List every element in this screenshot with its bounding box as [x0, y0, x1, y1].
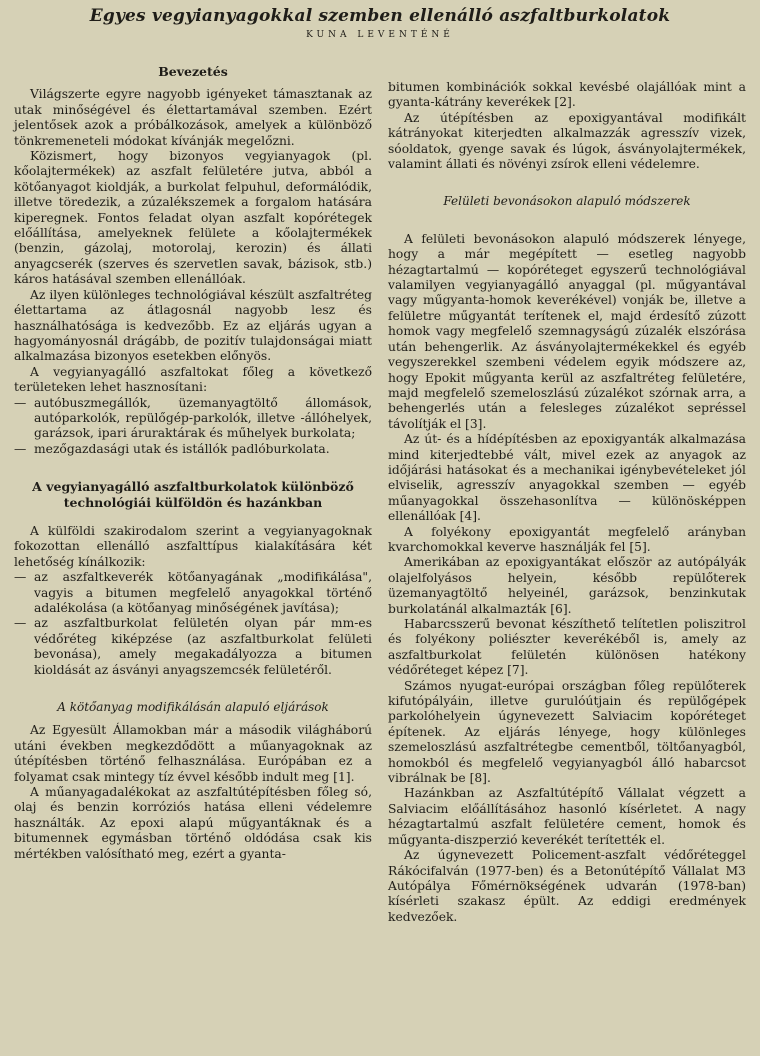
paragraph: Habarcsszerű bevonat készíthető telítetlen poliszitrol és folyékony poliészter keverékéből is, amely az aszfaltburkolat felületén különösen hatékony védőréteget képez [7]. — [388, 617, 746, 678]
paragraph: Számos nyugat-európai országban főleg repülőterek kifutópályáin, illetve gurulóútjain és repülőgépek parkolóhelyein úgynevezett Salviacim kopóréteget építenek. Az eljárás lényege, hogy különleges szemeloszlású aszfaltrétegbe cementből, töltőanyagból, homokból és megfelelő vegyianyagból álló habarcsot vibrálnak be [8]. — [388, 678, 746, 786]
right-column — [388, 80, 746, 925]
paragraph: Amerikában az epoxigyantákat először az autópályák olajelfolyásos helyein, később repülőterek üzemanyagtöltő helyeinél, garázsok, benzinkutak burkolatánál alkalmazták [6]. — [388, 555, 746, 616]
paragraph: bitumen kombinációk sokkal kevésbé olajállóak mint a gyanta-kátrány keverékek [2]. — [388, 80, 746, 110]
list-item: — az aszfaltburkolat felületén olyan pár mm-es védőréteg kiképzése (az aszfaltburkolat felületi bevonása), amely megakadályozza a bitumen kioldását az ásványi anyagszemcsék felületéről. — [14, 616, 372, 677]
left-column — [14, 64, 372, 862]
paragraph: Az út- és a hídépítésben az epoxigyanták alkalmazása mind kiterjedtebbé vált, mivel ezek az anyagok az időjárási hatásokat és a mechanikai igénybevételeket jól elviselik, agresszív anyagokkal szemben — egyéb műanyagokkal összehasonlítva — különösképpen ellenállóak [4]. — [388, 432, 746, 524]
paragraph: Az útépítésben az epoxigyantával modifikált kátrányokat kiterjedten alkalmazzák agresszív vizek, sóoldatok, gyenge savak és lúgok, ásványolajtermékek, valamint állati és növényi zsírok elleni védelemre. — [388, 110, 746, 172]
paragraph: A műanyagadalékokat az aszfaltútépítésben főleg só, olaj és benzin korróziós hatása elleni védelemre használták. Az epoxi alapú műgyantáknak és a bitumennek egymásban történő oldódása csak kis mértékben valósítható meg, ezért a gyanta- — [14, 785, 372, 861]
paragraph: Az Egyesült Államokban már a második világháború utáni években megkezdődött a műanyagoknak az útépítésben történő felhasználása. Európában ez a folyamat csak mintegy tíz évvel később indult meg [1]. — [14, 723, 372, 784]
paragraph: A külföldi szakirodalom szerint a vegyianyagoknak fokozottan ellenálló aszfalttípus kialakítására két lehetőség kínálkozik: — [14, 523, 372, 569]
application-list — [14, 396, 372, 458]
list-item: — autóbuszmegállók, üzemanyagtöltő állomások, autóparkolók, repülőgép-parkolók, illetve -állóhelyek, garázsok, ipari áruraktárak és műhelyek burkolata; — [14, 395, 372, 441]
paragraph: Közismert, hogy bizonyos vegyianyagok (pl. kőolajtermékek) az aszfalt felületére jutva, abból a kötőanyagot kioldják, a burkolat felpuhul, deformálódik, illetve töredezik, a zúzalékszemek a forgalom hatására kiperegnek. Fontos feladat olyan aszfalt kopórétegek előállítása, amelyeknek felülete a kőolajtermékek (benzin, gázolaj, motorolaj, kerozin) és állati anyagcserék (szerves és szervetlen savak, bázisok, stb.) káros hatásával szemben ellenállóak. — [14, 149, 372, 287]
heading-technologies: A vegyianyagálló aszfaltburkolatok különböző technológiái külföldön és hazánkban — [32, 479, 354, 510]
paragraph: Világszerte egyre nagyobb igényeket támasztanak az utak minőségével és élettartamával szemben. Ezért jelentősek azok a próbálkozások, amelyek a különböző tönkremeneteli módokat kívánják megelőzni. — [14, 87, 372, 148]
article-author: KUNA LEVENTÉNÉ — [306, 30, 454, 40]
article-title: Egyes vegyianyagokkal szemben ellenálló aszfaltburkolatok — [89, 6, 671, 26]
paragraph: A vegyianyagálló aszfaltokat főleg a következő területeken lehet hasznosítani: — [14, 364, 372, 395]
options-list — [14, 570, 372, 678]
heading-binder-modification: A kötőanyag modifikálásán alapuló eljárások — [57, 700, 329, 715]
paragraph: A folyékony epoxigyantát megfelelő arányban kvarchomokkal keverve használják fel [5]. — [388, 524, 746, 554]
paragraph: Az ilyen különleges technológiával készült aszfaltréteg élettartama az átlagosnál nagyobb lesz és használhatósága is kedvezőbb. Ez az eljárás ugyan a hagyományosnál drágább, de pozitív tulajdonságai miatt alkalmazása bizonyos esetekben előnyös. — [14, 287, 372, 364]
heading-introduction: Bevezetés — [158, 64, 228, 79]
list-item: — mezőgazdasági utak és istállók padlóburkolata. — [14, 441, 330, 456]
heading-surface-coatings: Felületi bevonásokon alapuló módszerek — [443, 194, 691, 209]
paragraph: Az úgynevezett Policement-aszfalt védőréteggel Rákócifalván (1977-ben) és a Betonútépítő Vállalat M3 Autópálya Főmérnökségének udvarán (1978-ban) kísérleti szakasz épült. Az eddigi eredmények kedvezőek. — [388, 848, 746, 924]
paragraph: Hazánkban az Aszfaltútépítő Vállalat végzett a Salviacim előállításához hasonló kísérletet. A nagy hézagtartalmú aszfalt felületére cement, homok és műgyanta-diszperzió keverékét terítették el. — [388, 786, 746, 847]
list-item: — az aszfaltkeverék kötőanyagának „modifikálása", vagyis a bitumen megfelelő anyagokkal történő adalékolása (a kötőanyag minőségének javítása); — [14, 570, 372, 615]
paragraph: A felületi bevonásokon alapuló módszerek lényege, hogy a már megépített — esetleg nagyobb hézagtartalmú — kopóréteget egyszerű technológiával valamilyen vegyianyagálló anyaggal (pl. műgyantával vagy műgyanta-homok keverékével) vonják be, illetve a felületre műgyantát terítenek el, majd érdesítő zúzott homok vagy megfelelő szemnagyságú zúzalék elszórása után behengerlik. Az ásványolajtermékekkel és egyéb vegyszerekkel szembeni védelem egyik módszere az, hogy Epokit műgyanta kerül az aszfaltréteg felületére, majd megfelelő szemeloszlású zúzalékot szórnak arra, a behengerlés után a felesleges zúzalékot sepréssel távolítják el [3]. — [388, 231, 746, 431]
